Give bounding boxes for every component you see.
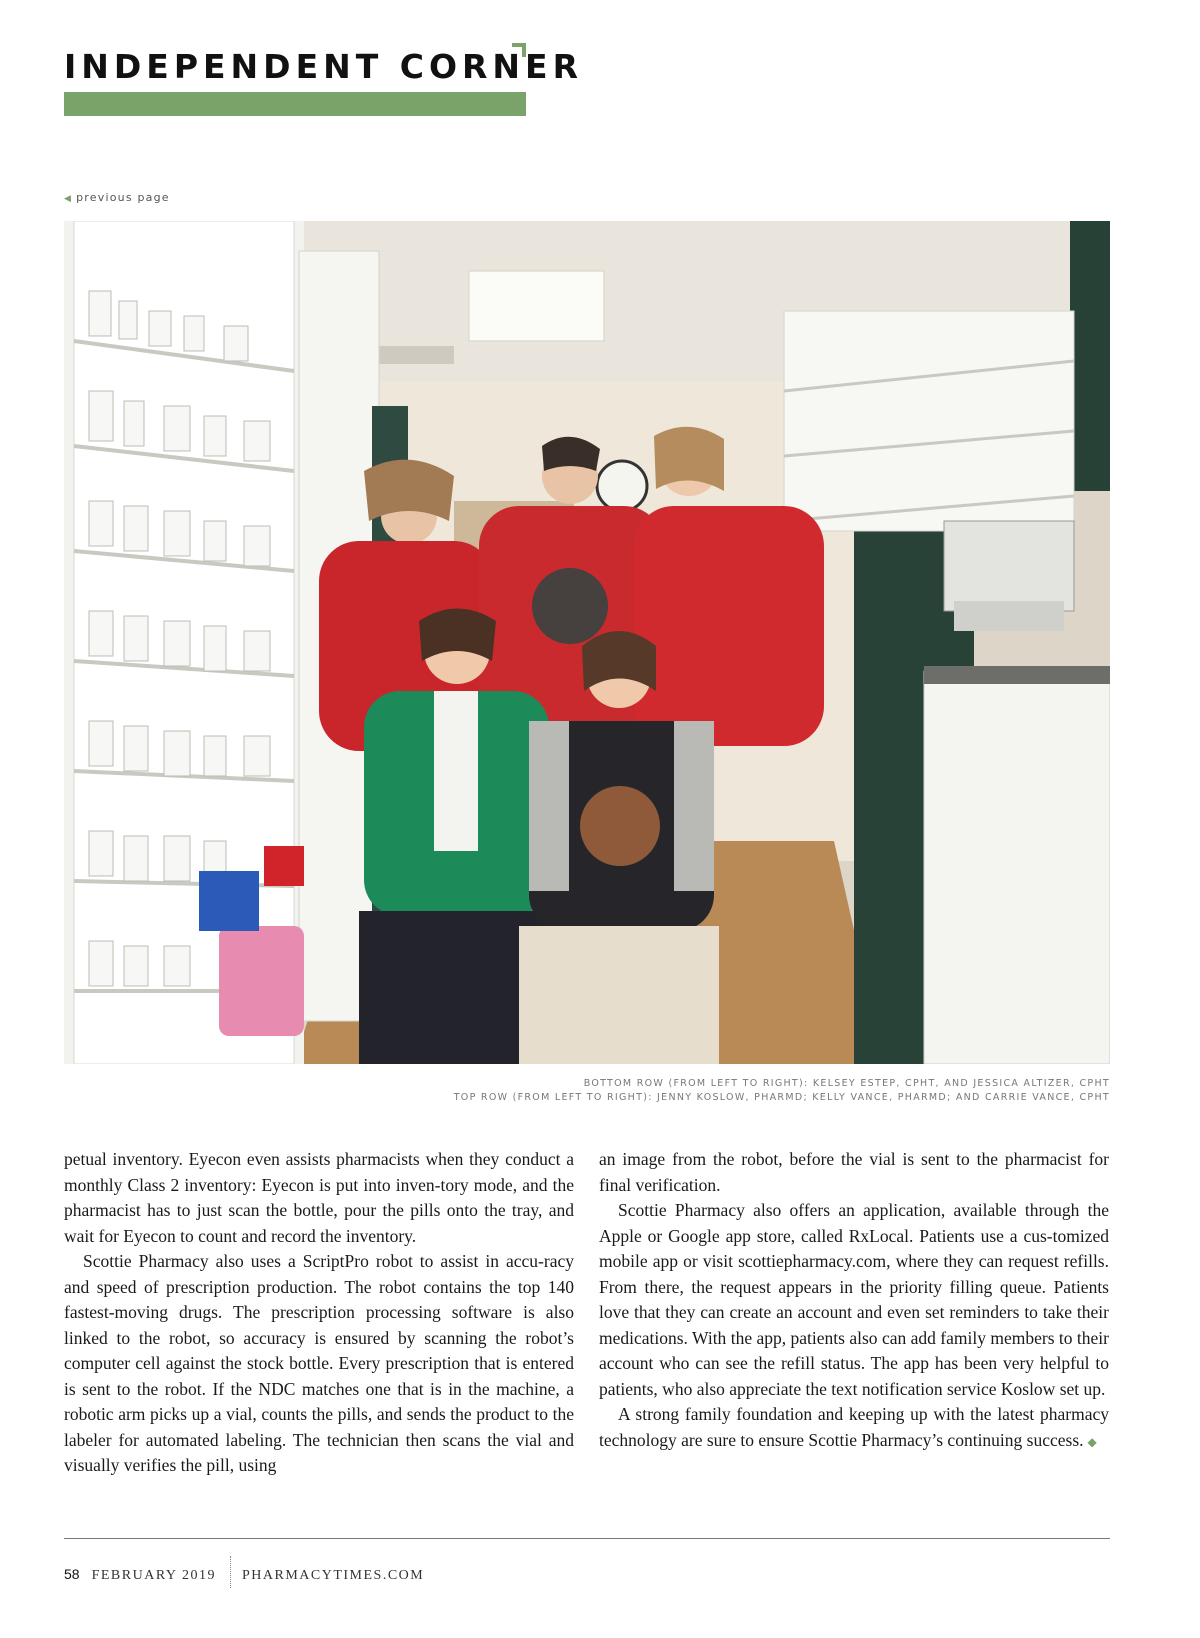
article-paragraph: Scottie Pharmacy also uses a ScriptPro robot to assist in accu-racy and speed of prescription production. The robot contains the top 140 fastest-moving drugs. The prescription processing software is also linked to the robot, so accuracy is ensured by scanning the robot’s computer cell against the stock bottle. Every prescription that is entered is sent to the robot. If the NDC matches one that is in the machine, a robotic arm picks up a vial, counts the pills, and sends the product to the labeler for automated labeling. The technician then scans the vial and visually verifies the pill, using [64,1251,574,1475]
end-diamond-icon: ◆ [1087,1434,1097,1449]
page-footer [64,1557,424,1589]
title-corner-accent [512,43,526,57]
article-paragraph: Scottie Pharmacy also offers an application, available through the Apple or Google app store, called RxLocal. Patients use a cus-tomized mobile app or visit scottiepharmacy.com, where they can request refills. From there, the request appears in the priority filling queue. Patients love that they can create an account and even set reminders to take their medications. With the app, patients also can add family members to their account who can see the refill status. The app has been very helpful to patients, who also appreciate the text notification service Koslow set up. [599,1200,1109,1399]
pharmacy-staff-photo [64,221,1110,1064]
issue-date: FEBRUARY 2019 [91,1568,216,1583]
previous-page-link[interactable] [64,191,170,204]
article-column-left [64,1147,574,1479]
article-paragraph-text: A strong family foundation and keeping up with the latest pharmacy technology are sure to ensure Scottie Pharmacy’s continuing success. [599,1404,1109,1450]
caption-bottom-row: BOTTOM ROW (FROM LEFT TO RIGHT): KELSEY ESTEP, CPHT, AND JESSICA ALTIZER, CPHT [583,1078,1110,1089]
footer-divider [230,1556,232,1588]
article-paragraph: petual inventory. Eyecon even assists pharmacists when they conduct a monthly Class 2 inventory: Eyecon is put into inven-tory mode, and the pharmacist has to just scan the bottle, pour the pills onto the tray, and wait for Eyecon to count and record the inventory. [64,1149,574,1246]
caption-top-row: TOP ROW (FROM LEFT TO RIGHT): JENNY KOSLOW, PHARMD; KELLY VANCE, PHARMD; AND CARRIE VANCE, CPHT [453,1092,1110,1103]
article-paragraph-final [599,1402,1109,1455]
photo-caption [454,1077,1110,1105]
article-column-right [599,1147,1109,1455]
title-accent-bar [64,92,526,116]
article-paragraph: an image from the robot, before the vial is sent to the pharmacist for final verification. [599,1149,1109,1195]
section-title: INDEPENDENT CORNER [64,47,583,86]
left-triangle-icon: ◀ [64,194,73,204]
page-number: 58 [64,1566,80,1582]
footer-rule [64,1538,1110,1539]
previous-page-label: previous page [76,191,170,204]
site-name: PHARMACYTIMES.COM [241,1568,425,1583]
